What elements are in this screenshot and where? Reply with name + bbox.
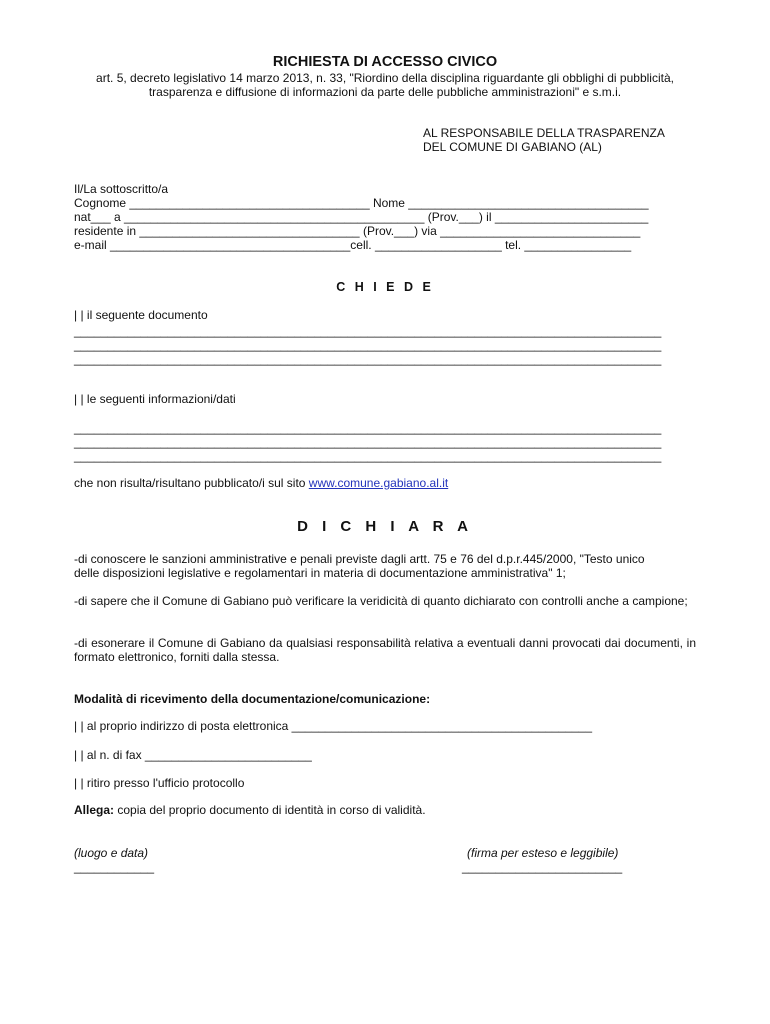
residence-field[interactable]: residente in _________________________________ (Prov.___) via ______________________________ [74, 224, 641, 238]
place-date-field[interactable]: ____________ [74, 860, 155, 874]
recipient-line2: DEL COMUNE DI GABIANO (AL) [423, 140, 602, 154]
declaration-liability: -di esonerare il Comune di Gabiano da qualsiasi responsabilità relativa a eventuali danni provocati dai documenti, in formato elettronico, forniti dalla stessa. [74, 636, 696, 664]
place-date-label: (luogo e data) [74, 846, 149, 860]
legal-reference-line2: trasparenza e diffusione di informazioni da parte delle pubbliche amministrazioni" e s.m.i. [148, 85, 622, 99]
attachment-note [74, 803, 426, 817]
document-blank-line[interactable]: ________________________________________________________________________________________ [74, 324, 662, 338]
delivery-method-heading: Modalità di ricevimento della documentazione/comunicazione: [74, 692, 431, 706]
signature-label: (firma per esteso e leggibile) [467, 846, 619, 860]
not-published-statement [74, 476, 448, 490]
not-published-text: che non risulta/risultano pubblicato/i sul sito [74, 476, 309, 490]
document-blank-line[interactable]: ________________________________________________________________________________________ [74, 352, 662, 366]
info-blank-line[interactable]: ________________________________________________________________________________________ [74, 421, 662, 435]
declaration-verification: -di sapere che il Comune di Gabiano può verificare la veridicità di quanto dichiarato con controlli anche a campione; [74, 594, 688, 608]
applicant-intro: Il/La sottoscritto/a [74, 182, 169, 196]
chiede-heading: C H I E D E [336, 280, 434, 294]
contact-field[interactable]: e-mail ____________________________________cell. ___________________ tel. ________________ [74, 238, 632, 252]
delivery-email-option[interactable]: | | al proprio indirizzo di posta elettronica _____________________________________________ [74, 719, 592, 733]
website-link[interactable]: www.comune.gabiano.al.it [308, 476, 449, 490]
dichiara-heading: D I C H I A R A [297, 518, 473, 535]
option-document-checkbox[interactable]: | | il seguente documento [74, 308, 208, 322]
legal-reference-line1: art. 5, decreto legislativo 14 marzo 2013, n. 33, "Riordino della disciplina riguardante gli obblighi di pubblicità, [96, 71, 674, 85]
attachment-label: Allega: [74, 803, 115, 817]
delivery-fax-option[interactable]: | | al n. di fax _________________________ [74, 748, 312, 762]
document-blank-line[interactable]: ________________________________________________________________________________________ [74, 338, 662, 352]
page-title: RICHIESTA DI ACCESSO CIVICO [272, 54, 498, 70]
info-blank-line[interactable]: ________________________________________________________________________________________ [74, 435, 662, 449]
info-blank-line[interactable]: ________________________________________________________________________________________ [74, 449, 662, 463]
option-info-checkbox[interactable]: | | le seguenti informazioni/dati [74, 392, 236, 406]
signature-field[interactable]: ________________________ [462, 860, 623, 874]
recipient-line1: AL RESPONSABILE DELLA TRASPARENZA [423, 126, 665, 140]
surname-name-field[interactable]: Cognome ____________________________________ Nome ____________________________________ [74, 196, 649, 210]
declaration-sanctions-line1: -di conoscere le sanzioni amministrative e penali previste dagli artt. 75 e 76 del d.p.r.445/2000, "Testo unico [74, 552, 645, 566]
declaration-sanctions-line2: delle disposizioni legislative e regolamentari in materia di documentazione amministrativa" 1; [74, 566, 566, 580]
birth-field[interactable]: nat___ a _____________________________________________ (Prov.___) il _______________________ [74, 210, 649, 224]
delivery-pickup-option[interactable]: | | ritiro presso l'ufficio protocollo [74, 776, 245, 790]
attachment-text: copia del proprio documento di identità in corso di validità. [114, 803, 426, 817]
